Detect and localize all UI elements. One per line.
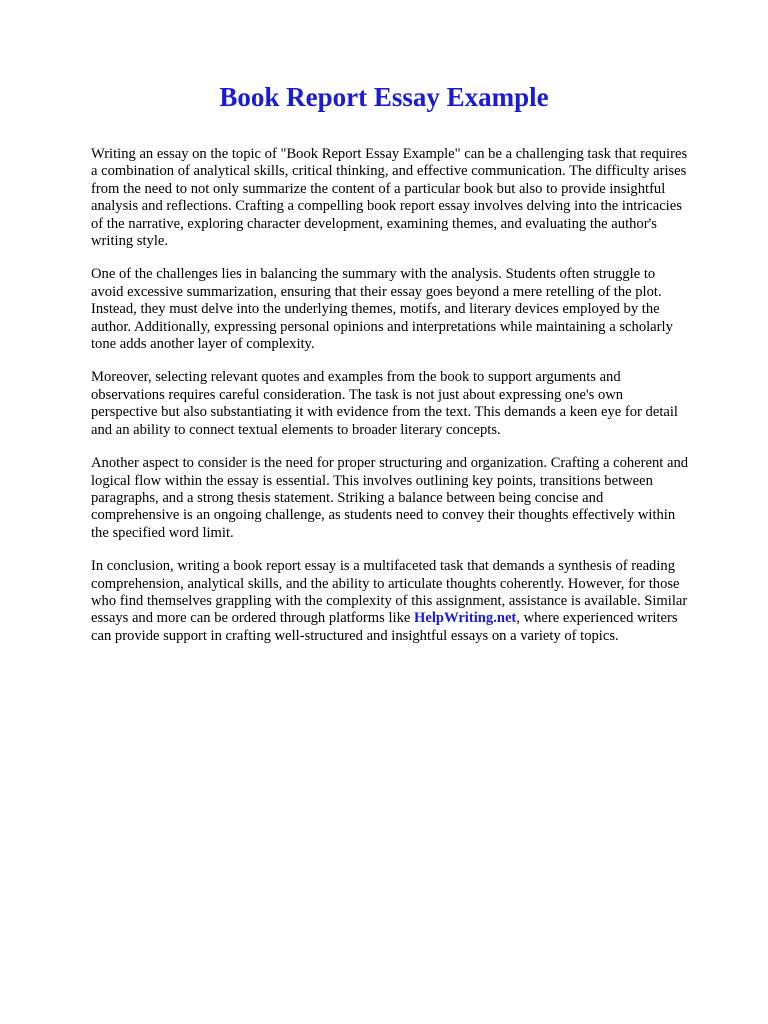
paragraph-2: One of the challenges lies in balancing the summary with the analysis. Students often struggle to avoid excessive summarization, ensuring that their essay goes beyond a mere retelling of the plot. Instead, they must delve into the underlying themes, motifs, and literary devices employed by the author. Additionally, expressing personal opinions and interpretations while maintaining a scholarly tone adds another layer of complexity.	[91, 266, 673, 353]
paragraph-3: Moreover, selecting relevant quotes and examples from the book to support arguments and observations requires careful consideration. The task is not just about expressing one's own perspective but also substantiating it with evidence from the text. This demands a keen eye for detail and an ability to connect textual elements to broader literary concepts.	[91, 369, 678, 438]
paragraph-1: Writing an essay on the topic of "Book Report Essay Example" can be a challenging task that requires a combination of analytical skills, critical thinking, and effective communication. The difficulty arises from the need to not only summarize the content of a particular book but also to provide insightful analysis and reflections. Crafting a compelling book report essay involves delving into the intricacies of the narrative, exploring character development, examining themes, and evaluating the author's writing style.	[91, 146, 688, 250]
conclusion-text-after-link: , where experienced writers can provide support in crafting well-structured and insightful essays on a variety of topics.	[91, 610, 678, 644]
helpwriting-link[interactable]: HelpWriting.net	[414, 610, 517, 627]
conclusion-paragraph	[91, 558, 691, 645]
paragraph-4: Another aspect to consider is the need for proper structuring and organization. Crafting a coherent and logical flow within the essay is essential. This involves outlining key points, transitions between paragraphs, and a strong thesis statement. Striking a balance between being concise and comprehensive is an ongoing challenge, as students need to convey their thoughts effectively within the specified word limit.	[91, 455, 689, 541]
essay-body	[91, 146, 691, 661]
conclusion-text-before-link: In conclusion, writing a book report essay is a multifaceted task that demands a synthesis of reading comprehension, analytical skills, and the ability to articulate thoughts coherently. However, for those who find themselves grappling with the complexity of this assignment, assistance is available. Similar essays and more can be ordered through platforms like	[91, 558, 688, 627]
page-title: Book Report Essay Example	[219, 82, 549, 112]
